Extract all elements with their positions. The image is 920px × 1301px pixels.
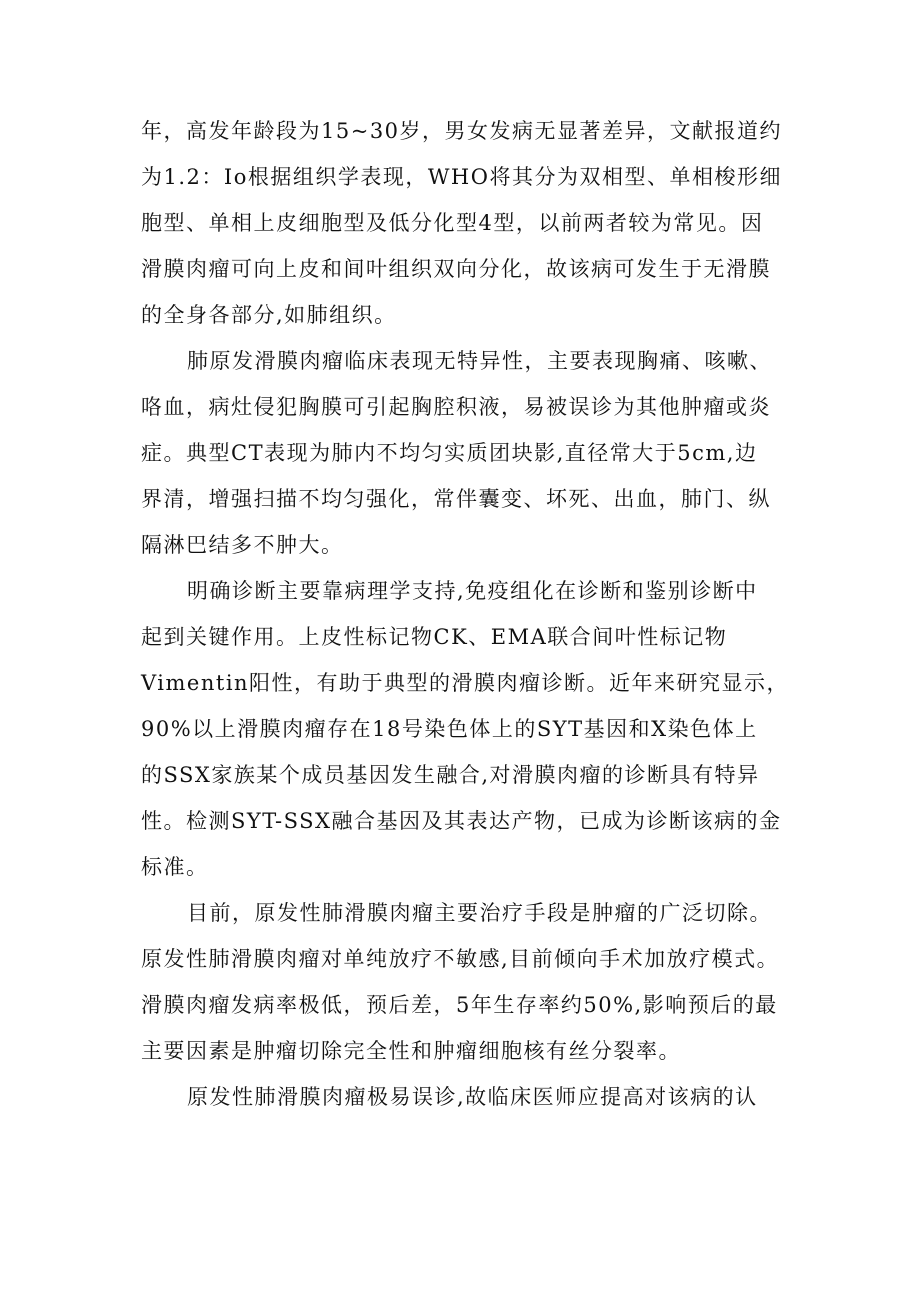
text-line: 肺原发滑膜肉瘤临床表现无特异性，主要表现胸痛、咳嗽、 <box>187 349 772 373</box>
text-line: 标准。 <box>141 855 209 879</box>
text-line: 90%以上滑膜肉瘤存在18号染色体上的SYT基因和X染色体上 <box>141 717 758 741</box>
text-line: 界清，增强扫描不均匀强化，常伴囊变、坏死、出血，肺门、纵 <box>141 487 771 511</box>
paragraph-2 <box>141 338 801 568</box>
text-line: 的全身各部分,如肺组织。 <box>141 303 397 327</box>
text-line: 滑膜肉瘤发病率极低，预后差，5年生存率约50%,影响预后的最 <box>141 993 778 1017</box>
text-line: 咯血，病灶侵犯胸膜可引起胸腔积液，易被误诊为其他肿瘤或炎 <box>141 395 771 419</box>
text-line: Vimentin阳性，有助于典型的滑膜肉瘤诊断。近年来研究显示， <box>141 671 790 695</box>
text-line: 胞型、单相上皮细胞型及低分化型4型，以前两者较为常见。因 <box>141 211 764 235</box>
text-line: 目前，原发性肺滑膜肉瘤主要治疗手段是肿瘤的广泛切除。 <box>187 901 772 925</box>
text-line: 年，高发年龄段为15~30岁，男女发病无显著差异，文献报道约 <box>141 119 783 143</box>
paragraph-1 <box>141 108 801 338</box>
text-line: 起到关键作用。上皮性标记物CK、EMA联合间叶性标记物 <box>141 625 728 649</box>
body-text <box>141 108 801 1120</box>
text-line: 隔淋巴结多不肿大。 <box>141 533 344 557</box>
text-line: 主要因素是肿瘤切除完全性和肿瘤细胞核有丝分裂率。 <box>141 1039 681 1063</box>
text-line: 原发性肺滑膜肉瘤极易误诊,故临床医师应提高对该病的认 <box>187 1085 758 1109</box>
text-line: 为1.2：Io根据组织学表现，WHO将其分为双相型、单相梭形细 <box>141 165 782 189</box>
paragraph-5 <box>141 1074 801 1120</box>
text-line: 滑膜肉瘤可向上皮和间叶组织双向分化，故该病可发生于无滑膜 <box>141 257 771 281</box>
text-line: 明确诊断主要靠病理学支持,免疫组化在诊断和鉴别诊断中 <box>187 579 758 603</box>
text-line: 性。检测SYT-SSX融合基因及其表达产物，已成为诊断该病的金 <box>141 809 782 833</box>
text-line: 的SSX家族某个成员基因发生融合,对滑膜肉瘤的诊断具有特异 <box>141 763 760 787</box>
paragraph-4 <box>141 890 801 1074</box>
text-line: 症。典型CT表现为肺内不均匀实质团块影,直径常大于5cm,边 <box>141 441 758 465</box>
text-line: 原发性肺滑膜肉瘤对单纯放疗不敏感,目前倾向手术加放疗模式。 <box>141 947 780 971</box>
paragraph-3 <box>141 568 801 890</box>
